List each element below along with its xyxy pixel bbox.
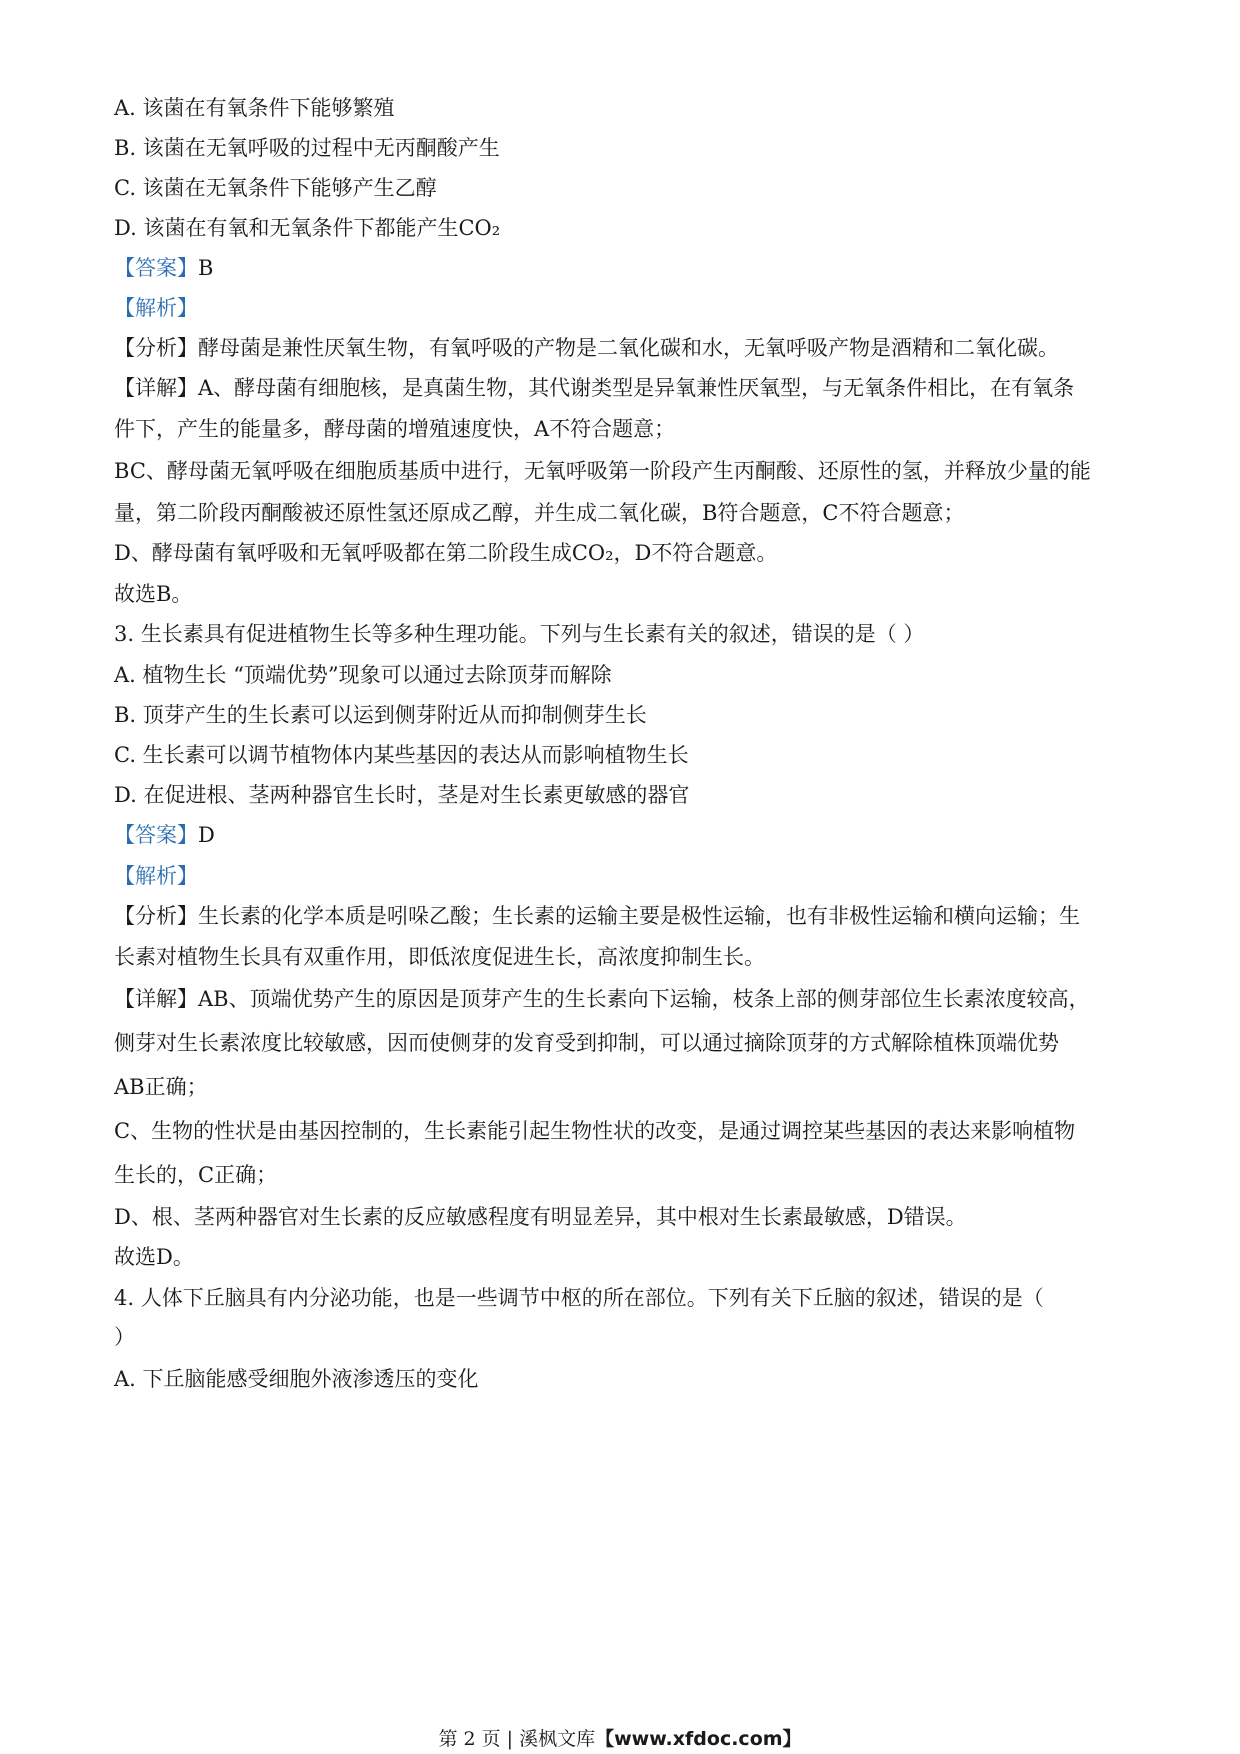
q4-stem-2: ） xyxy=(114,1325,135,1349)
q3-xiangjie-4: C、生物的性状是由基因控制的，生长素能引起生物性状的改变，是通过调控某些基因的表达来影响植物 xyxy=(114,1119,1076,1143)
q2-option-c: C. 该菌在无氧条件下能够产生乙醇 xyxy=(114,176,437,200)
q3-analysis-tag: 【解析】 xyxy=(114,864,198,888)
q3-conclusion: 故选D。 xyxy=(114,1245,194,1269)
q2-answer: B xyxy=(198,256,214,280)
footer-page: 第 2 页 | 溪枫文库 xyxy=(438,1728,596,1750)
q2-xiangjie-2: 件下，产生的能量多，酵母菌的增殖速度快，A不符合题意； xyxy=(114,417,676,441)
q3-xiangjie-6: D、根、茎两种器官对生长素的反应敏感程度有明显差异，其中根对生长素最敏感，D错误。 xyxy=(114,1205,967,1229)
q2-analysis-tag: 【解析】 xyxy=(114,296,198,320)
q3-fenxi-1: 【分析】生长素的化学本质是吲哚乙酸；生长素的运输主要是极性运输，也有非极性运输和横向运输；生 xyxy=(114,904,1080,928)
q3-xiangjie-3: AB正确； xyxy=(114,1075,208,1099)
q2-xiangjie-5: D、酵母菌有氧呼吸和无氧呼吸都在第二阶段生成CO₂，D不符合题意。 xyxy=(114,541,778,565)
q3-xiangjie-5: 生长的，C正确； xyxy=(114,1163,278,1187)
q2-fenxi: 【分析】酵母菌是兼性厌氧生物，有氧呼吸的产物是二氧化碳和水，无氧呼吸产物是酒精和二氧化碳。 xyxy=(114,336,1059,360)
q2-option-d: D. 该菌在有氧和无氧条件下都能产生CO₂ xyxy=(114,216,501,240)
q3-option-c: C. 生长素可以调节植物体内某些基因的表达从而影响植物生长 xyxy=(114,743,689,767)
q3-xiangjie-1: 【详解】AB、顶端优势产生的原因是顶芽产生的生长素向下运输，枝条上部的侧芽部位生长素浓度较高， xyxy=(114,987,1090,1011)
answer-tag: 【答案】 xyxy=(114,256,198,280)
q2-option-a: A. 该菌在有氧条件下能够繁殖 xyxy=(114,96,395,120)
q2-xiangjie-1: 【详解】A、酵母菌有细胞核，是真菌生物，其代谢类型是异氧兼性厌氧型，与无氧条件相比，在有氧条 xyxy=(114,376,1075,400)
q3-option-d: D. 在促进根、茎两种器官生长时，茎是对生长素更敏感的器官 xyxy=(114,783,690,807)
q3-fenxi-2: 长素对植物生长具有双重作用，即低浓度促进生长，高浓度抑制生长。 xyxy=(114,945,765,969)
page-footer xyxy=(0,1726,1240,1752)
q3-option-b: B. 顶芽产生的生长素可以运到侧芽附近从而抑制侧芽生长 xyxy=(114,703,647,727)
q3-xiangjie-2: 侧芽对生长素浓度比较敏感，因而使侧芽的发育受到抑制，可以通过摘除顶芽的方式解除植株顶端优势 xyxy=(114,1031,1059,1055)
q2-xiangjie-4: 量，第二阶段丙酮酸被还原性氢还原成乙醇，并生成二氧化碳，B符合题意，C不符合题意； xyxy=(114,501,965,525)
q3-option-a: A. 植物生长 “顶端优势”现象可以通过去除顶芽而解除 xyxy=(114,663,612,687)
q2-xiangjie-3: BC、酵母菌无氧呼吸在细胞质基质中进行，无氧呼吸第一阶段产生丙酮酸、还原性的氢，并释放少量的能 xyxy=(114,459,1091,483)
footer-site-link[interactable]: 【www.xfdoc.com】 xyxy=(595,1728,802,1750)
q2-answer-line xyxy=(114,253,213,283)
answer-tag: 【答案】 xyxy=(114,823,198,847)
q4-stem-1: 4. 人体下丘脑具有内分泌功能，也是一些调节中枢的所在部位。下列有关下丘脑的叙述，错误的是（ xyxy=(114,1286,1044,1310)
q2-conclusion: 故选B。 xyxy=(114,582,193,606)
q2-option-b: B. 该菌在无氧呼吸的过程中无丙酮酸产生 xyxy=(114,136,500,160)
q3-answer-line xyxy=(114,820,215,850)
q3-stem: 3. 生长素具有促进植物生长等多种生理功能。下列与生长素有关的叙述，错误的是（ ） xyxy=(114,622,925,646)
q4-option-a: A. 下丘脑能感受细胞外液渗透压的变化 xyxy=(114,1367,479,1391)
q3-answer: D xyxy=(198,823,215,847)
